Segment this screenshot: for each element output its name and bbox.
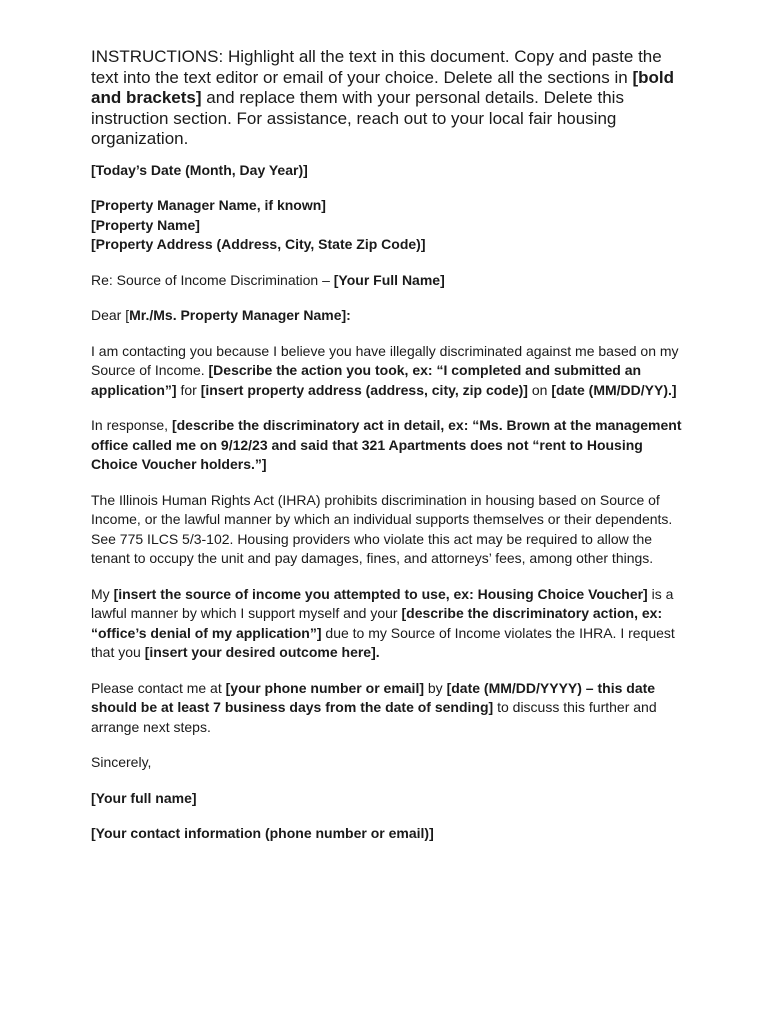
signature-name-line	[91, 789, 691, 809]
instructions-paragraph	[91, 47, 691, 150]
p1-bold-1: [Describe the action you took, ex: “I completed and submitted an application”]	[91, 362, 642, 398]
paragraph-2	[91, 416, 691, 475]
date-line	[91, 161, 691, 181]
p5-text-1: Please contact me at	[91, 679, 226, 696]
p1-bold-2: [insert property address (address, city, zip code)]	[200, 381, 528, 398]
recipient-property-name: [Property Name]	[91, 216, 200, 233]
p1-text-1: I am contacting you because I believe you have illegally discriminated against me based on my Source of Income.	[91, 342, 679, 378]
paragraph-3: The Illinois Human Rights Act (IHRA) prohibits discrimination in housing based on Source of Income, or the lawful manner by which an individual supports themselves or their dependents. See 775 ILCS 5/3-102. Housing providers who violate this act may be required to allow the tenant to occupy the unit and pay damages, fines, and attorneys’ fees, among other things.	[91, 491, 673, 566]
date-placeholder: [Today’s Date (Month, Day Year)]	[91, 161, 308, 178]
signature-name: [Your full name]	[91, 789, 197, 806]
instructions-bold-text: [bold and brackets]	[91, 67, 674, 107]
p2-bold-1: [describe the discriminatory act in detail, ex: “Ms. Brown at the management office called me on 9/12/23 and said that 321 Apartments does not “rent to Housing Choice Voucher holders.”]	[91, 417, 682, 472]
letter-document	[91, 47, 691, 860]
recipient-address-block	[91, 196, 691, 255]
p4-bold-3: [insert your desired outcome here].	[144, 644, 380, 660]
recipient-manager-name: [Property Manager Name, if known]	[91, 197, 326, 213]
p5-text-3: to discuss this further and arrange next steps.	[91, 699, 657, 735]
p1-bold-3: [date (MM/DD/YY).]	[551, 381, 677, 398]
p5-bold-1: [your phone number or email]	[225, 679, 424, 696]
paragraph-1	[91, 342, 691, 401]
p1-text-3: on	[527, 381, 552, 398]
p1-text-2: for	[176, 381, 201, 398]
re-line	[91, 271, 691, 291]
instructions-text-2: and replace them with your personal details. Delete this instruction section. For assistance, reach out to your local fair housing organization.	[91, 88, 624, 148]
p4-text-1: My	[91, 585, 114, 602]
p4-bold-2: [describe the discriminatory action, ex: “office’s denial of my application”]	[91, 605, 663, 641]
re-line-name: [Your Full Name]	[333, 271, 445, 288]
p2-text-1: In response,	[91, 417, 172, 433]
instructions-text-1: INSTRUCTIONS: Highlight all the text in this document. Copy and paste the text into the text editor or email of your choice. Delete all the sections in	[91, 47, 662, 87]
p4-text-2: is a lawful manner by which I support myself and your	[91, 585, 674, 621]
recipient-property-address: [Property Address (Address, City, State Zip Code)]	[91, 236, 426, 252]
salutation-name: Mr./Ms. Property Manager Name]:	[129, 307, 351, 323]
p4-bold-1: [insert the source of income you attempted to use, ex: Housing Choice Voucher]	[113, 585, 648, 602]
signature-contact: [Your contact information (phone number or email)]	[91, 825, 434, 841]
salutation-prefix: Dear [	[91, 307, 130, 323]
p4-text-3: due to my Source of Income violates the IHRA. I request that you	[91, 624, 675, 660]
paragraph-4	[91, 585, 691, 663]
p5-bold-2: [date (MM/DD/YYYY) – this date should be at least 7 business days from the date of sending]	[91, 679, 656, 715]
re-line-prefix: Re: Source of Income Discrimination –	[91, 271, 334, 288]
salutation	[91, 306, 691, 326]
p5-text-2: by	[424, 679, 447, 696]
closing: Sincerely,	[91, 754, 152, 770]
signature-contact-line	[91, 824, 691, 844]
paragraph-5	[91, 679, 691, 738]
